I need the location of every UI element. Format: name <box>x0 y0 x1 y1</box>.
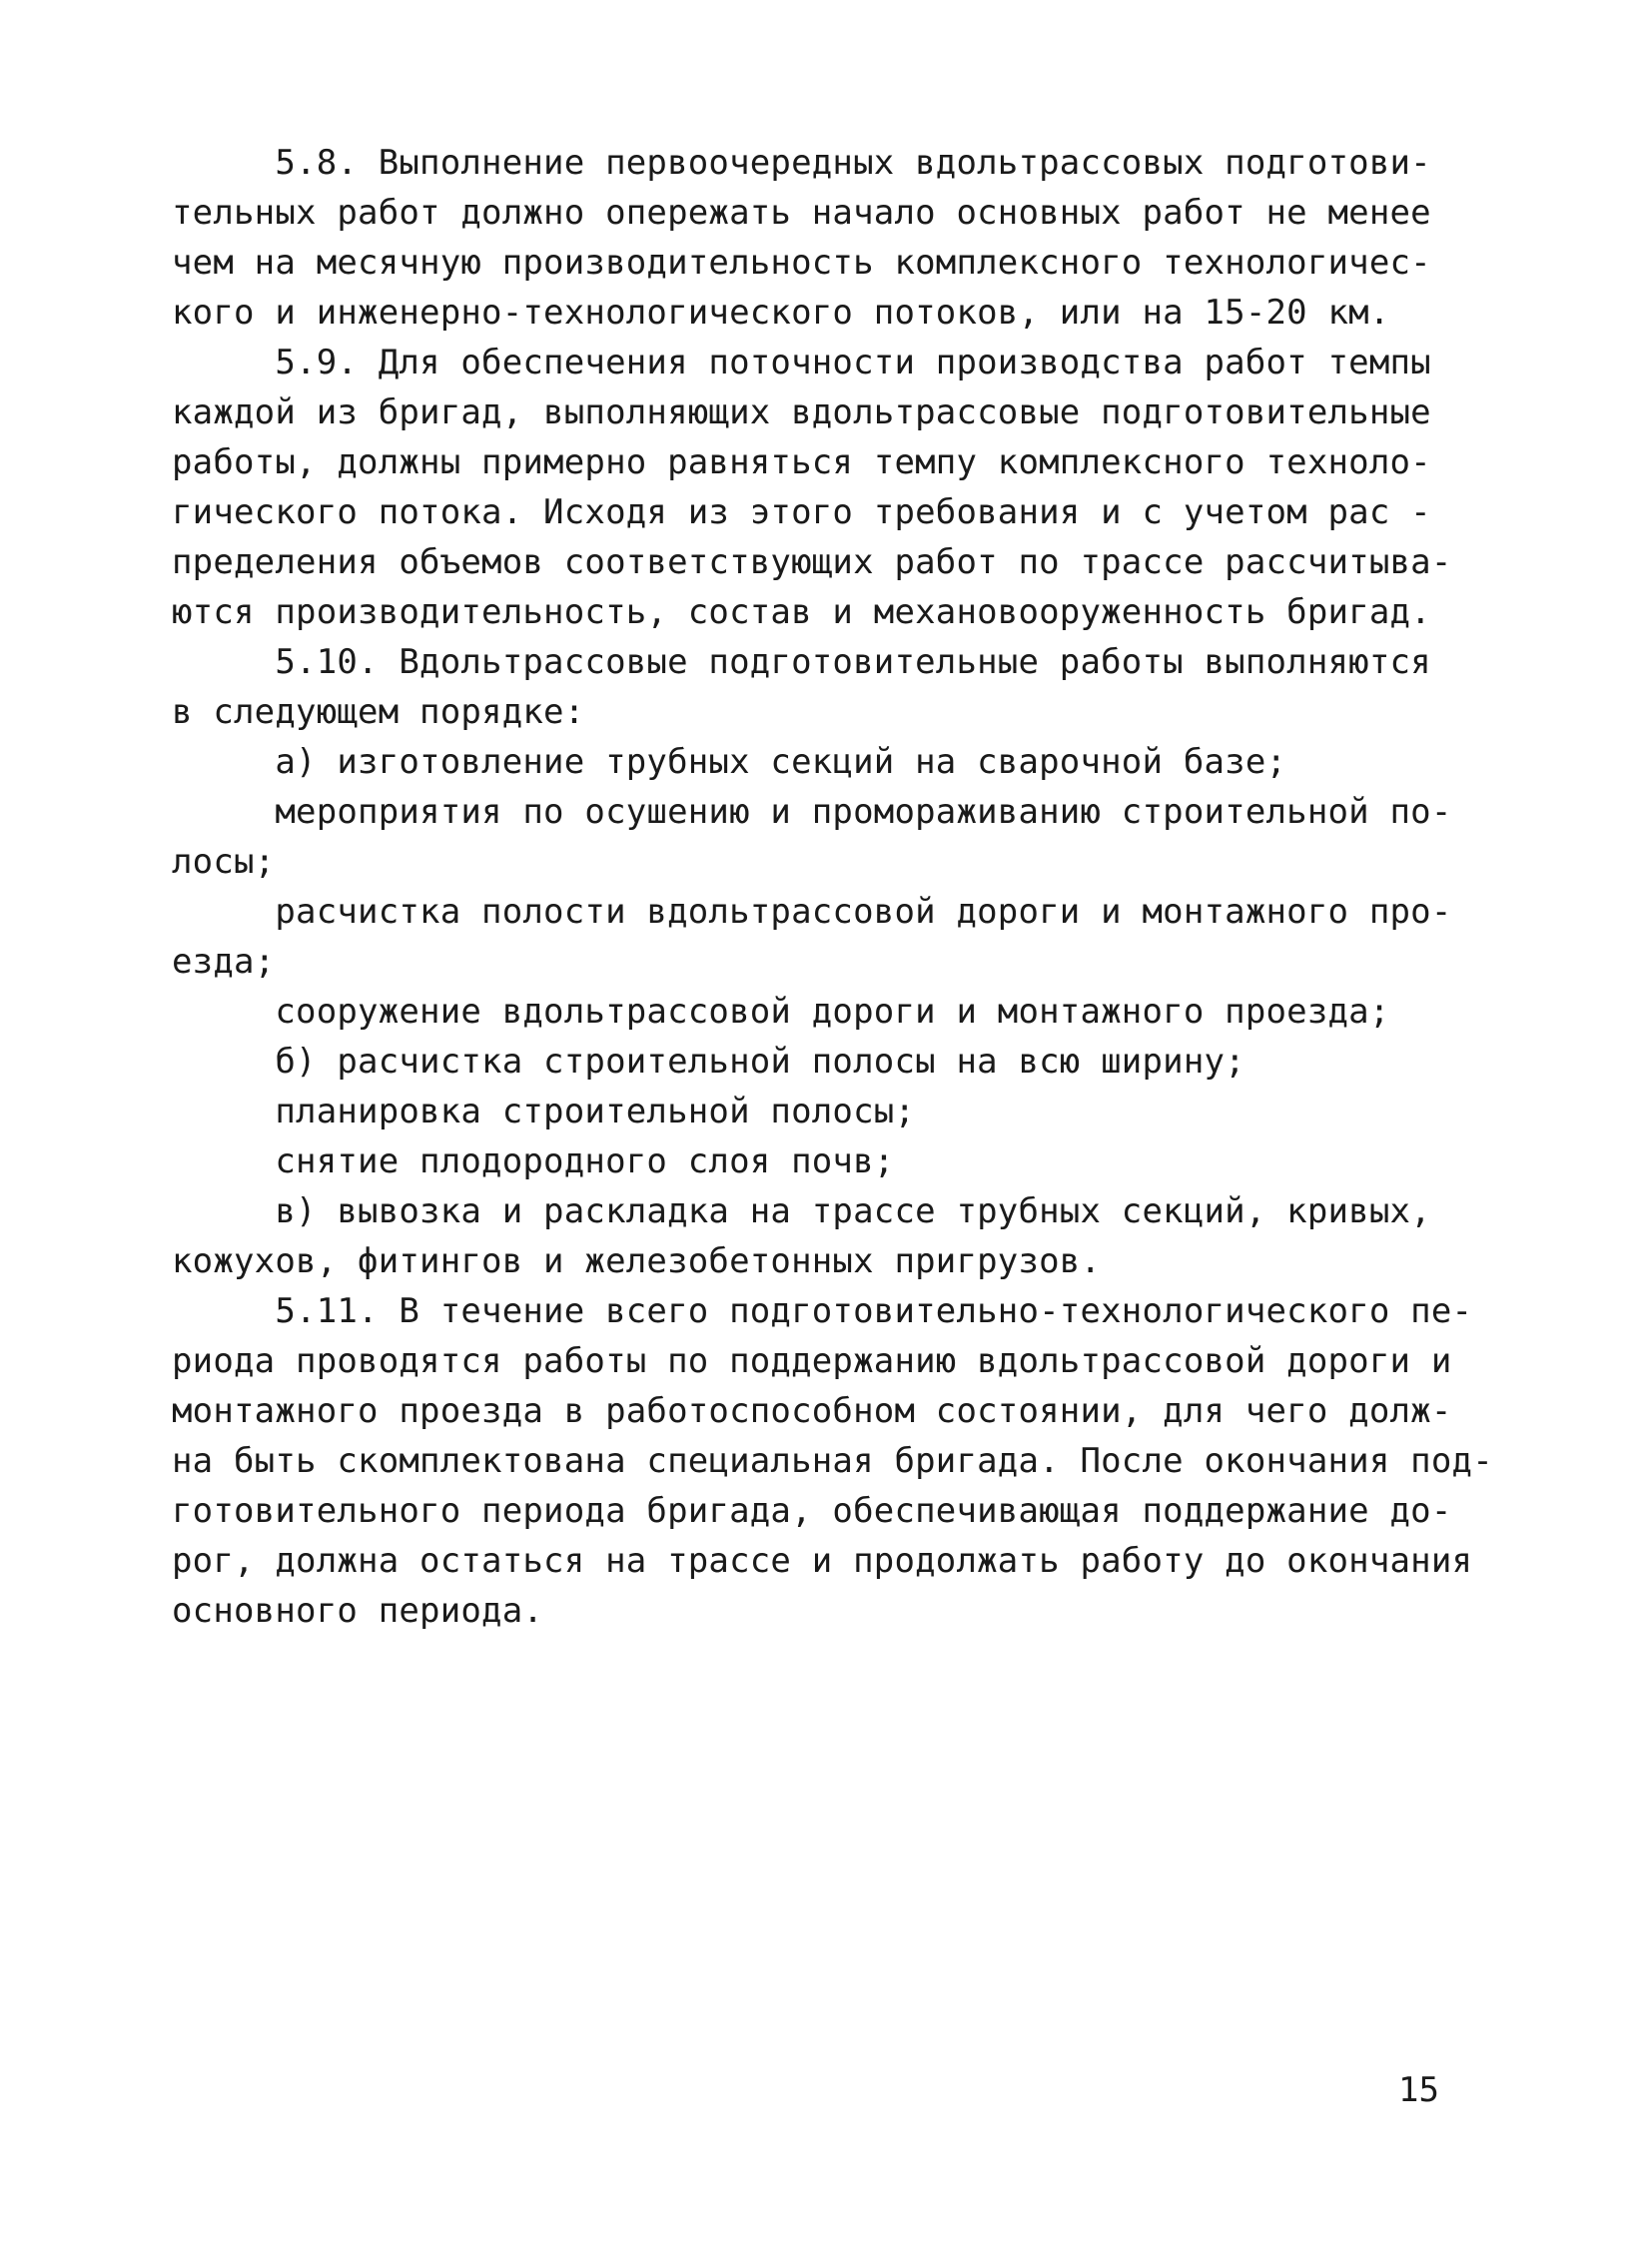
text-line: а) изготовление трубных секций на сварочной базе; <box>172 742 1287 782</box>
body-text <box>172 138 1493 1636</box>
text-line: кого и инженерно-технологического потоков, или на 15-20 км. <box>172 293 1390 333</box>
text-line: 5.11. В течение всего подготовительно-технологического пе- <box>172 1291 1473 1331</box>
text-line: снятие плодородного слоя почв; <box>172 1141 895 1181</box>
text-line: 5.8. Выполнение первоочередных вдольтрассовых подготови- <box>172 143 1431 183</box>
text-line: каждой из бригад, выполняющих вдольтрассовые подготовительные <box>172 392 1431 432</box>
text-line: расчистка полости вдольтрассовой дороги и монтажного про- <box>172 892 1452 932</box>
text-line: в следующем порядке: <box>172 692 585 732</box>
text-line: работы, должны примерно равняться темпу комплексного техноло- <box>172 442 1431 482</box>
text-line: пределения объемов соответствующих работ по трассе рассчитыва- <box>172 542 1452 582</box>
text-line: езда; <box>172 942 276 982</box>
text-line: лосы; <box>172 842 276 882</box>
text-line: ются производительность, состав и механовооруженность бригад. <box>172 592 1431 632</box>
text-line: риода проводятся работы по поддержанию вдольтрассовой дороги и <box>172 1341 1452 1381</box>
text-line: 5.9. Для обеспечения поточности производства работ темпы <box>172 343 1431 382</box>
text-line: чем на месячную производительность комплексного технологичес- <box>172 243 1431 283</box>
text-line: готовительного периода бригада, обеспечивающая поддержание до- <box>172 1491 1452 1531</box>
text-line: тельных работ должно опережать начало основных работ не менее <box>172 193 1431 233</box>
text-line: мероприятия по осушению и промораживанию строительной по- <box>172 792 1452 832</box>
text-line: гического потока. Исходя из этого требования и с учетом рас - <box>172 492 1431 532</box>
text-line: в) вывозка и раскладка на трассе трубных секций, кривых, <box>172 1191 1431 1231</box>
text-line: основного периода. <box>172 1591 544 1631</box>
text-line: сооружение вдольтрассовой дороги и монтажного проезда; <box>172 992 1390 1032</box>
text-line: 5.10. Вдольтрассовые подготовительные работы выполняются <box>172 642 1431 682</box>
text-line: планировка строительной полосы; <box>172 1092 916 1131</box>
page-number: 15 <box>1398 2070 1439 2110</box>
text-line: на быть скомплектована специальная бригада. После окончания под- <box>172 1441 1493 1481</box>
text-line: монтажного проезда в работоспособном состоянии, для чего долж- <box>172 1391 1452 1431</box>
text-line: кожухов, фитингов и железобетонных пригрузов. <box>172 1241 1102 1281</box>
text-line: рог, должна остаться на трассе и продолжать работу до окончания <box>172 1541 1473 1581</box>
text-line: б) расчистка строительной полосы на всю ширину; <box>172 1042 1245 1082</box>
